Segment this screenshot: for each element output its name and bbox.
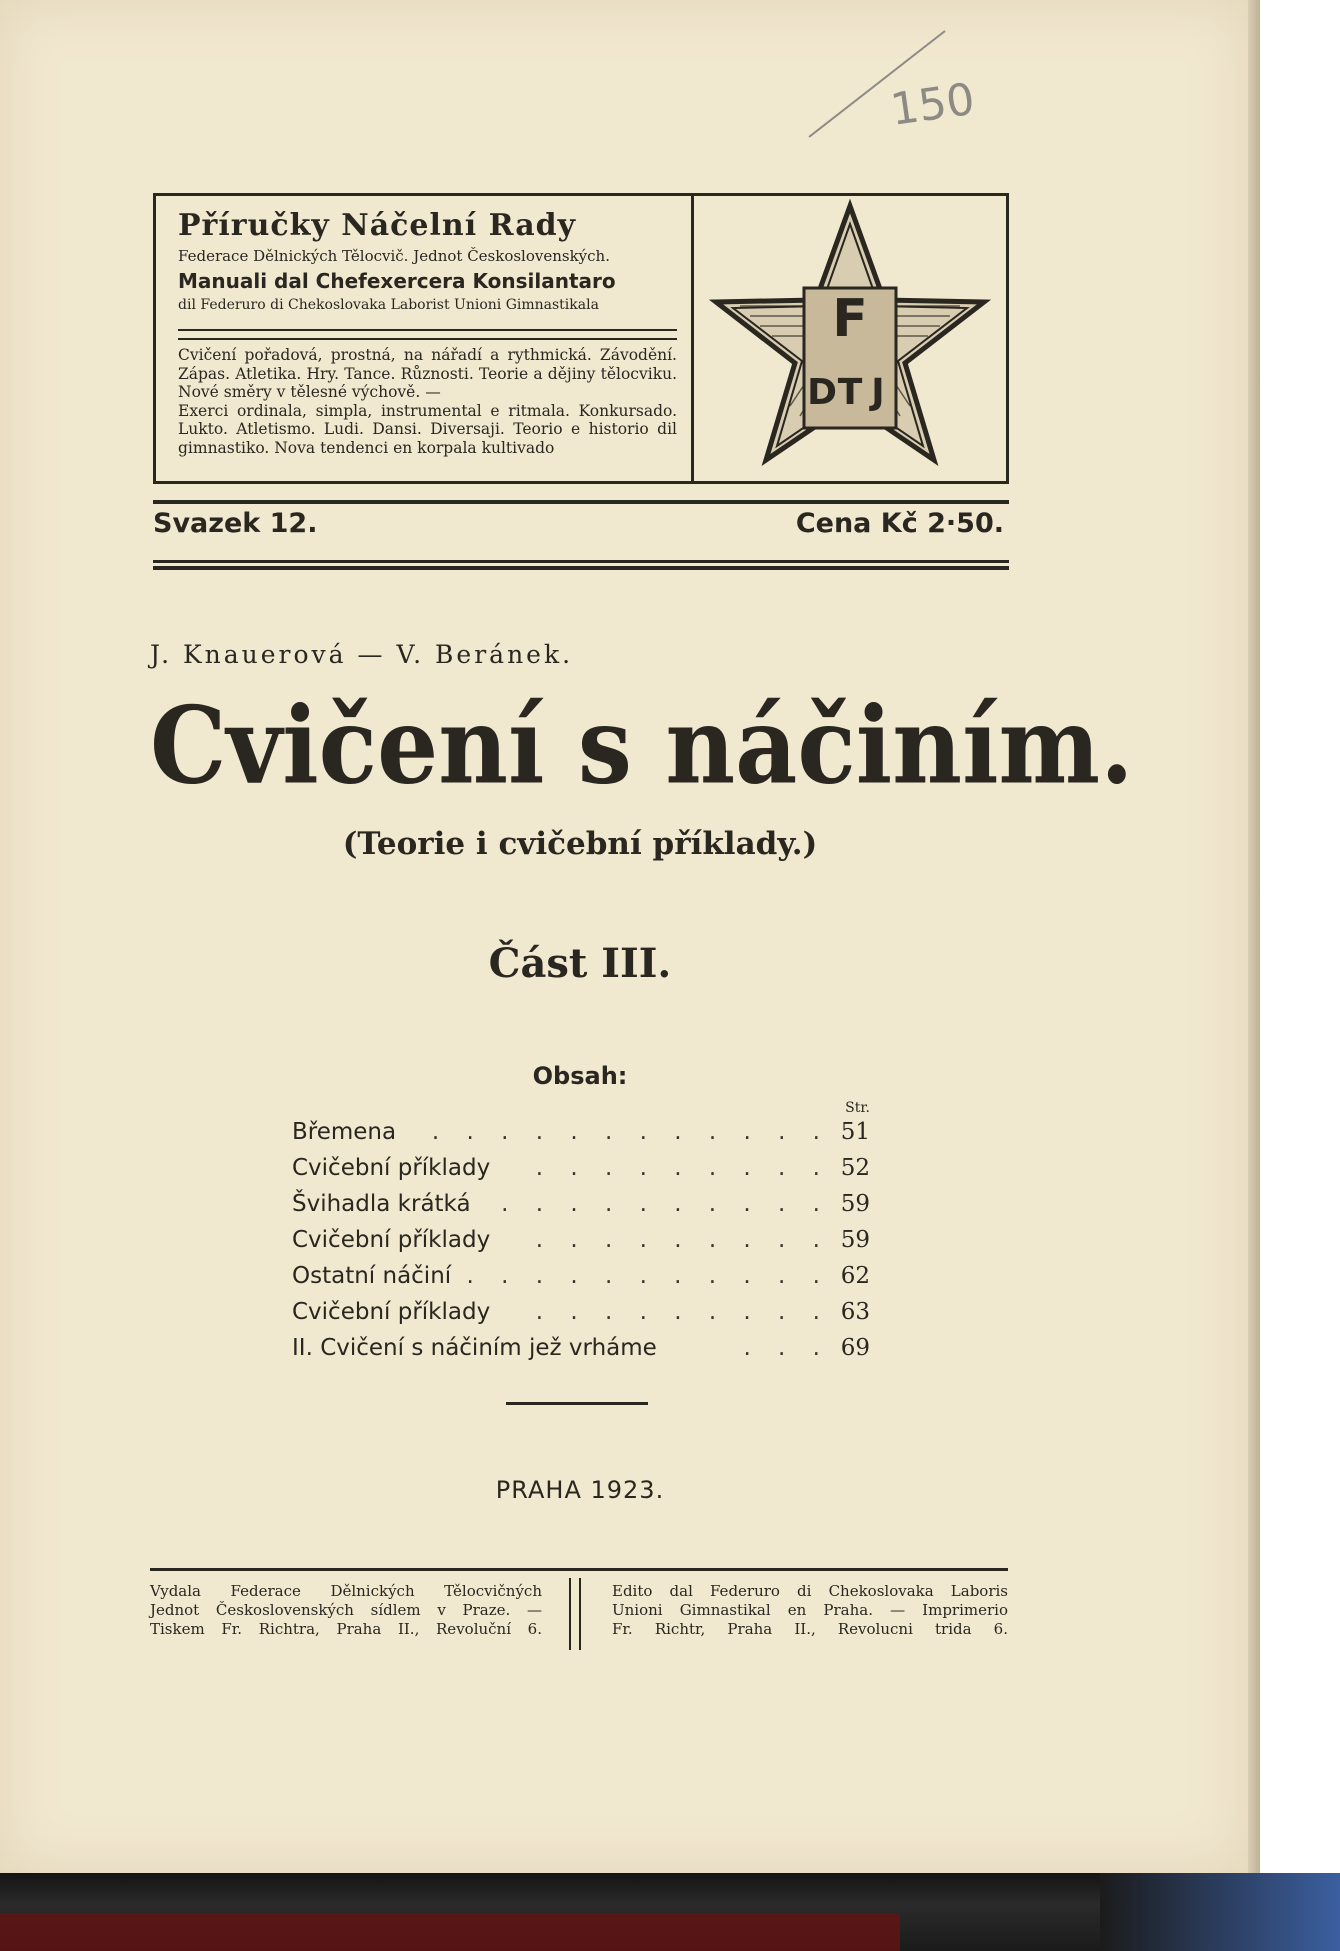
series-info (156, 196, 694, 481)
scan-background (0, 1873, 1340, 1951)
series-title-eo: Manuali dal Chefexercera Konsilantaro (178, 269, 616, 293)
header-divider (178, 329, 677, 340)
imprint-line: Edito dal Federuro di Chekoslovaka Laboris (612, 1582, 1008, 1600)
footer-separator (569, 1578, 571, 1650)
star-emblem-icon (694, 196, 1006, 481)
rule (153, 500, 1009, 504)
list-item: II. Cvičení s náčiním jež vrháme . . . 69 (292, 1335, 870, 1361)
page-edge (1248, 0, 1260, 1873)
footer-rule (150, 1568, 1008, 1571)
list-item: Ostatní náčiní . . . . . . . . . . . 62 (292, 1263, 870, 1289)
publisher-eo: dil Federuro di Chekoslovaka Laborist Unioni Gimnastikala (178, 297, 599, 313)
publisher-cz: Federace Dělnických Tělocvič. Jednot Československých. (178, 247, 610, 265)
emblem-letter-d: D (807, 372, 837, 413)
part-label: Část III. (488, 940, 672, 987)
rule (153, 566, 1009, 570)
emblem-letter-f: F (832, 289, 868, 349)
book-subtitle: (Teorie i cvičební příklady.) (342, 826, 818, 862)
list-item: Cvičební příklady . . . . . . . . . 52 (292, 1155, 870, 1181)
imprint-line: Unioni Gimnastikal en Praha. — Imprimerio (612, 1601, 1008, 1619)
divider (506, 1402, 648, 1405)
imprint-line: Vydala Federace Dělnických Tělocvičných (150, 1582, 542, 1600)
list-item: Švihadla krátká . . . . . . . . . . 59 (292, 1191, 870, 1217)
list-item: Cvičební příklady . . . . . . . . . 59 (292, 1227, 870, 1253)
authors: J. Knauerová — V. Beránek. (150, 640, 574, 669)
pages-column-label: Str. (845, 1100, 870, 1116)
list-item: Břemena . . . . . . . . . . . . 51 (292, 1119, 870, 1145)
pencil-annotation (805, 25, 985, 140)
imprint-cz (150, 1582, 542, 1639)
topics-cz: Cvičení pořadová, prostná, na nářadí a rythmická. Závodění. Zápas. Atletika. Hry. Tance. Různosti. Teorie a dějiny tělocviku. Nové směry v tělesné výchově. — (178, 346, 677, 401)
emblem-letter-j: J (871, 372, 885, 413)
series-header-box (153, 193, 1009, 484)
contents-heading: Obsah: (532, 1062, 628, 1090)
pencil-note-text: 150 (887, 73, 978, 136)
price-label: Cena Kč 2·50. (795, 508, 1004, 539)
imprint-line: Tiskem Fr. Richtra, Praha II., Revoluční 6. (150, 1620, 542, 1638)
series-title: Příručky Náčelní Rady (178, 208, 577, 243)
topics-eo: Exerci ordinala, simpla, instrumental e ritmala. Konkursado. Lukto. Atletismo. Ludi. Dansi. Diversaji. Teorio e historio dil gimnastiko. Nova tendenci en korpala kultivado (178, 401, 677, 457)
list-item: Cvičební příklady . . . . . . . . . 63 (292, 1299, 870, 1325)
footer-separator (579, 1578, 581, 1650)
emblem-letter-t: T (837, 372, 863, 413)
emblem-panel (694, 196, 1006, 481)
place-and-year: PRAHA 1923. (495, 1476, 665, 1504)
imprint-eo (612, 1582, 1008, 1639)
imprint-line: Jednot Československých sídlem v Praze. — (150, 1601, 542, 1619)
volume-label: Svazek 12. (153, 508, 318, 539)
rule (153, 560, 1009, 563)
imprint-line: Fr. Richtr, Praha II., Revolucni trida 6. (612, 1620, 1008, 1638)
book-title: Cvičení s náčiním. (150, 683, 1134, 808)
